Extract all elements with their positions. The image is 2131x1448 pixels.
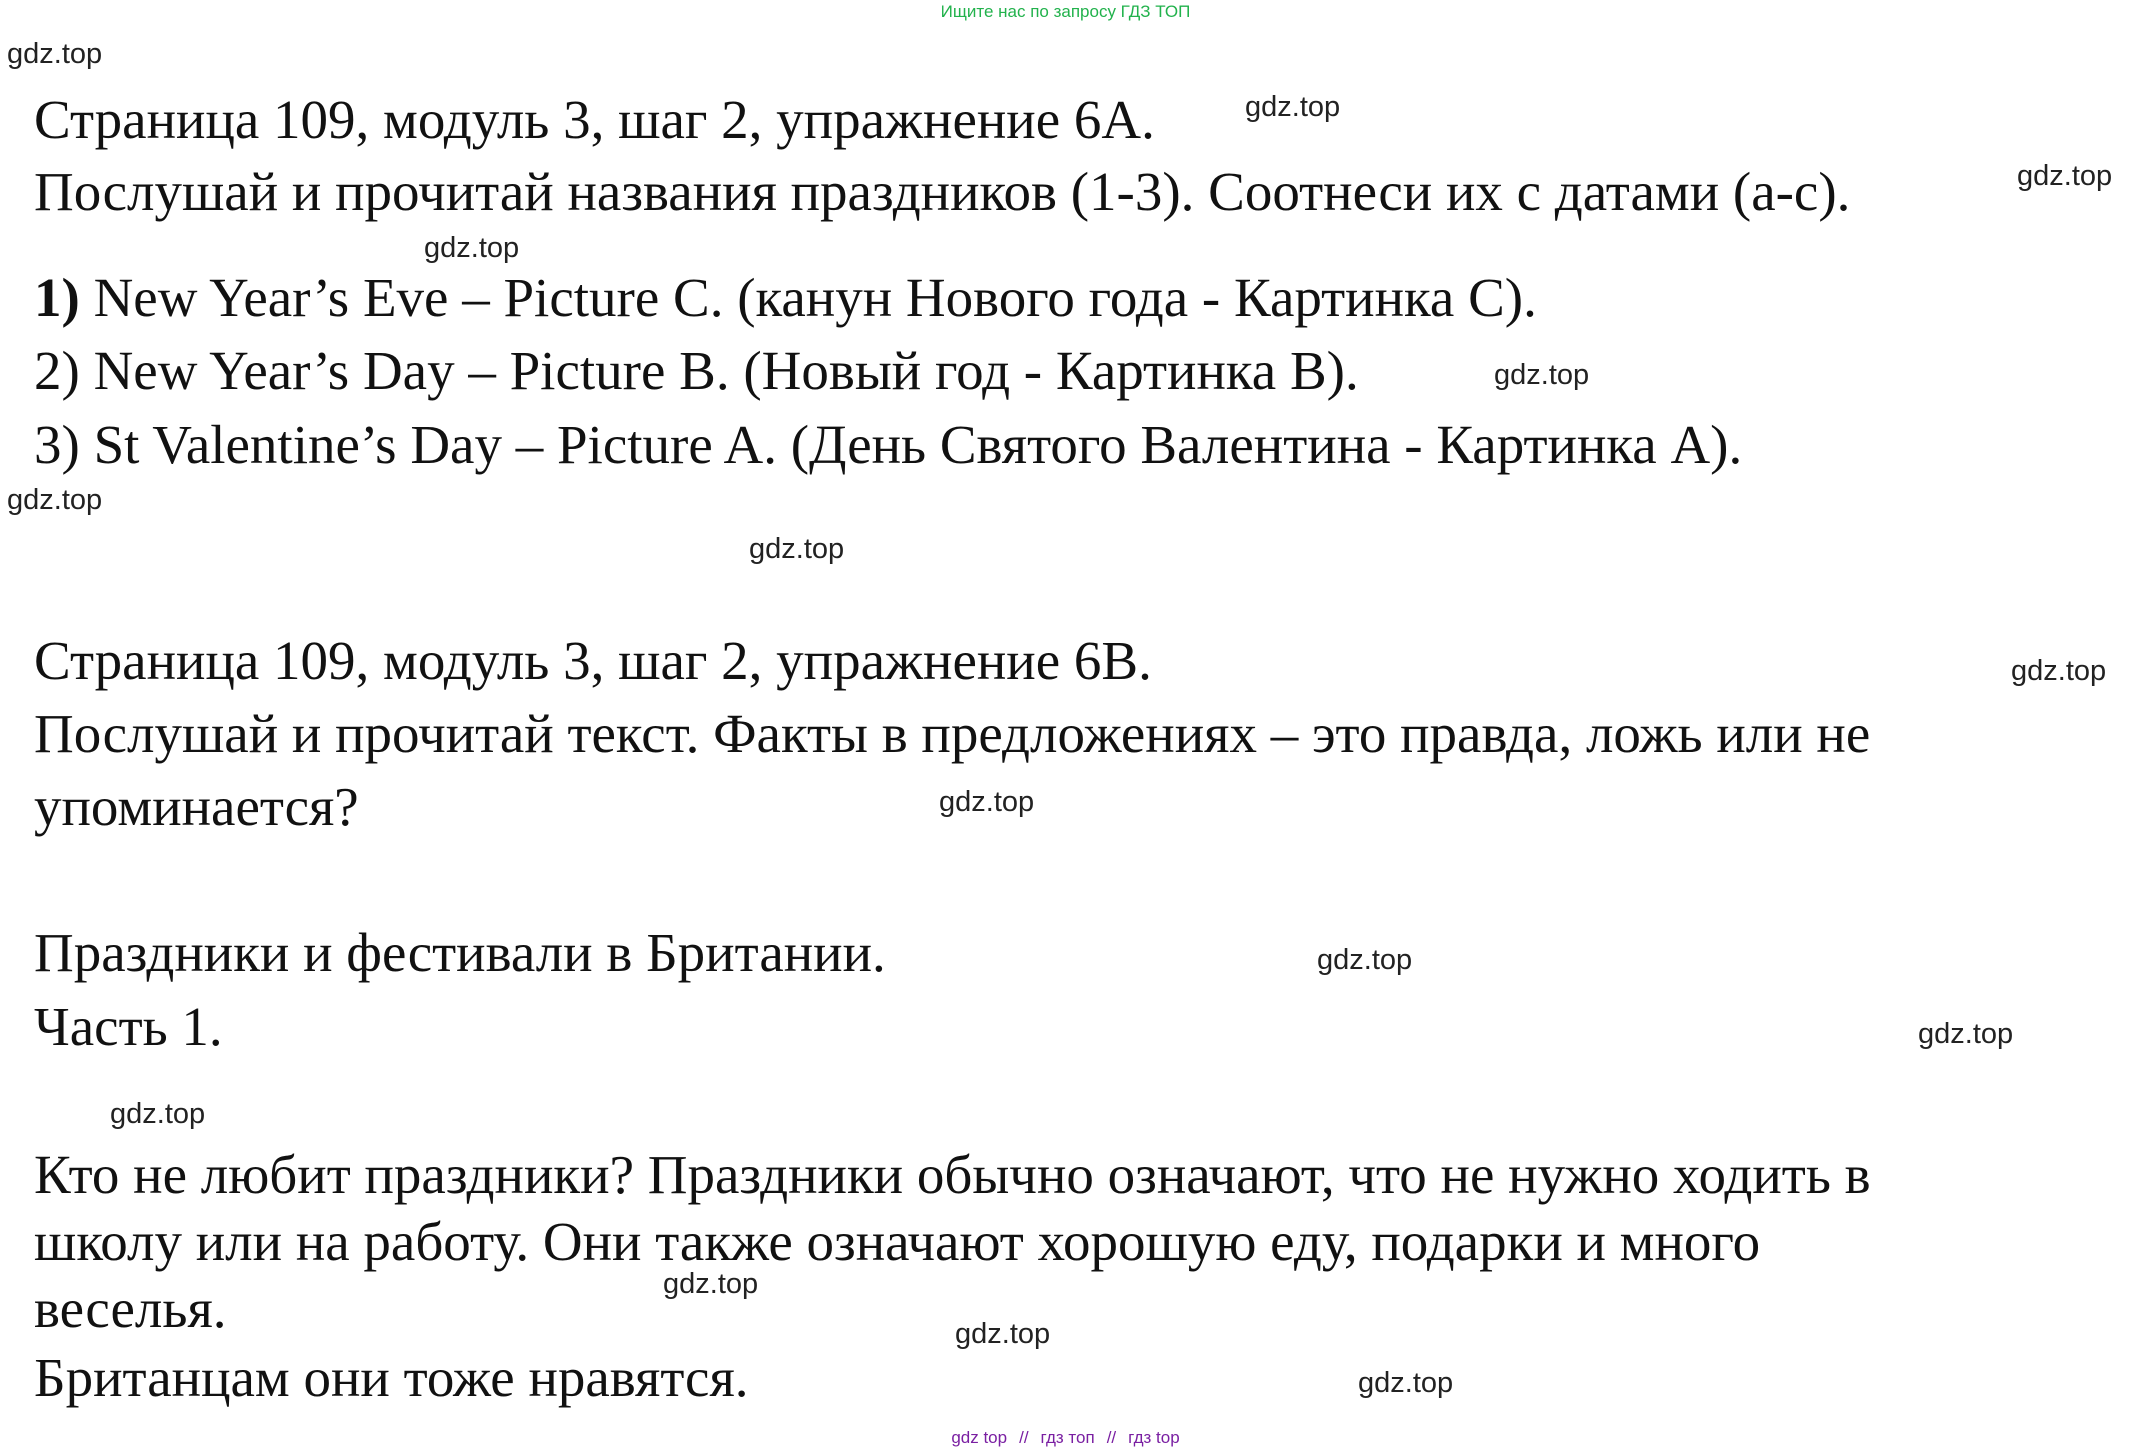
item-text: New Year’s Day – Picture B. (Новый год - Картинка B). [79, 340, 1359, 401]
top-banner: Ищите нас по запросу ГДЗ ТОП [940, 2, 1191, 21]
item-text: New Year’s Eve – Picture C. (канун Нового года - Картинка C). [79, 267, 1537, 328]
watermark: gdz.top [2011, 655, 2107, 687]
paragraph-line: Кто не любит праздники? Праздники обычно означают, что не нужно ходить в [34, 1144, 1871, 1205]
watermark: gdz.top [1358, 1367, 1454, 1399]
paragraph-line: Британцам они тоже нравятся. [34, 1347, 749, 1408]
watermark: gdz.top [424, 232, 520, 264]
watermark: gdz.top [939, 786, 1035, 818]
bottom-banner-part: // [1106, 1428, 1117, 1447]
exercise-6a-instruction: Послушай и прочитай названия праздников (1-3). Соотнеси их с датами (a-c). [34, 161, 1851, 222]
bottom-banner-part: гдз топ [1040, 1428, 1095, 1447]
bottom-banner-part: gdz top [951, 1428, 1008, 1447]
exercise-6a-heading: Страница 109, модуль 3, шаг 2, упражнение 6А. [34, 89, 1155, 150]
item-number: 2) [34, 340, 80, 401]
watermark: gdz.top [1494, 359, 1590, 391]
watermark: gdz.top [1317, 944, 1413, 976]
item-number: 1) [34, 267, 80, 328]
watermark: gdz.top [749, 533, 845, 565]
exercise-6b-heading: Страница 109, модуль 3, шаг 2, упражнение 6В. [34, 630, 1152, 691]
bottom-banner [0, 1428, 2131, 1448]
list-item [34, 267, 1537, 328]
watermark: gdz.top [7, 38, 103, 70]
text-title: Праздники и фестивали в Британии. [34, 922, 886, 983]
item-number: 3) [34, 414, 80, 475]
item-text: St Valentine’s Day – Picture A. (День Святого Валентина - Картинка A). [79, 414, 1743, 475]
bottom-banner-part: гдз top [1128, 1428, 1180, 1447]
watermark: gdz.top [1918, 1018, 2014, 1050]
watermark: gdz.top [1245, 91, 1341, 123]
exercise-6b-instruction-line: Послушай и прочитай текст. Факты в предложениях – это правда, ложь или не [34, 703, 1871, 764]
watermark: gdz.top [110, 1098, 206, 1130]
paragraph-line: школу или на работу. Они также означают хорошую еду, подарки и много [34, 1211, 1761, 1272]
watermark: gdz.top [2017, 160, 2113, 192]
list-item [34, 340, 1359, 401]
text-part: Часть 1. [34, 996, 223, 1057]
watermark: gdz.top [7, 484, 103, 516]
exercise-6b-instruction-line: упоминается? [34, 776, 359, 837]
watermark: gdz.top [955, 1318, 1051, 1350]
watermark: gdz.top [663, 1268, 759, 1300]
bottom-banner-part: // [1019, 1428, 1029, 1447]
paragraph-line: веселья. [34, 1278, 227, 1339]
list-item [34, 414, 1743, 475]
